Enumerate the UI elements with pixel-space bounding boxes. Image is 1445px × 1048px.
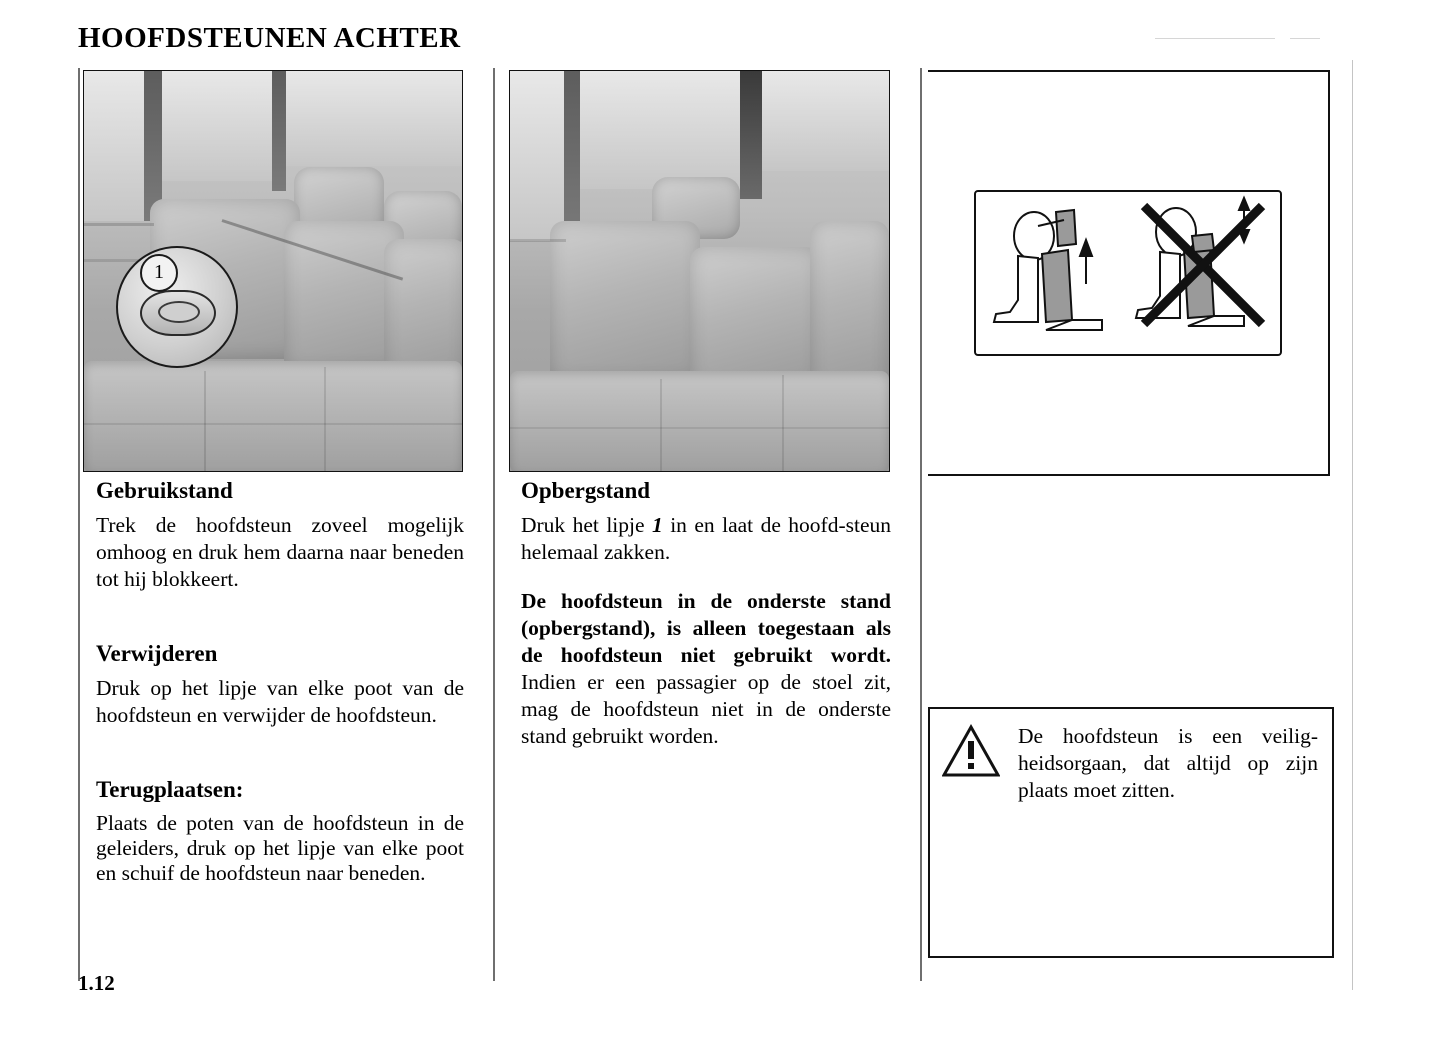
photo-pillar <box>272 71 286 191</box>
seat-back <box>810 221 889 391</box>
headrest-position-svg <box>976 192 1276 350</box>
seam-line <box>660 379 662 472</box>
photo-window <box>286 71 462 166</box>
seam-line <box>510 427 889 429</box>
heading-terugplaatsen: Terugplaatsen: <box>96 777 244 802</box>
text-column-left <box>96 478 464 908</box>
page-number: 1.12 <box>78 971 115 995</box>
paragraph-opbergstand-pre: Druk het lipje <box>521 513 652 537</box>
seam-line <box>782 375 784 472</box>
warning-triangle-icon <box>942 723 1000 779</box>
headrest-release-tab <box>140 290 216 336</box>
rear-seat-headrest-photo <box>83 70 463 472</box>
page-title-text: HOOFDSTEUNEN ACHTER <box>78 22 461 54</box>
page-title <box>78 22 461 55</box>
paragraph-opbergstand <box>521 512 891 566</box>
photo-pillar <box>740 71 762 199</box>
photo-window <box>580 71 740 189</box>
callout-reference-1: 1 <box>652 513 663 537</box>
seat-cushion <box>84 361 462 472</box>
column-rule-right <box>920 68 922 981</box>
column-rule-left <box>78 68 80 981</box>
warning-box <box>928 707 1334 958</box>
callout-number: 1 <box>140 254 178 292</box>
seat-back <box>550 221 700 381</box>
paragraph-verwijderen: Druk op het lipje van elke poot van de hoofdsteun en verwijder de hoofdsteun. <box>96 676 464 727</box>
paragraph-opbergstand-warning-bold: De hoofdsteun in de onderste stand (opbergstand), is alleen toegestaan als de hoofdsteun niet gebruikt wordt. <box>521 589 891 667</box>
heading-verwijderen: Verwijderen <box>96 641 218 666</box>
text-column-middle <box>521 478 891 772</box>
paragraph-gebruikstand: Trek de hoofdsteun zoveel mogelijk omhoog en druk hem daarna naar beneden tot hij blokkeert. <box>96 513 464 591</box>
seam-line <box>84 423 462 425</box>
paragraph-opbergstand-warning <box>521 588 891 750</box>
callout-detail-1 <box>116 246 238 368</box>
photo-window <box>162 71 272 181</box>
door-trim <box>84 223 154 226</box>
headrest-position-diagram <box>974 190 1282 356</box>
door-trim <box>510 239 566 242</box>
rear-seat-headrest-lowered-photo <box>509 70 890 472</box>
photo-window <box>762 71 889 171</box>
seat-back <box>384 239 463 379</box>
photo-window <box>510 71 564 241</box>
page-edge-rule <box>1352 60 1353 990</box>
photo-pillar <box>564 71 580 241</box>
photo-window <box>84 71 144 221</box>
registration-tick <box>1155 38 1275 39</box>
heading-gebruikstand: Gebruikstand <box>96 478 233 503</box>
paragraph-opbergstand-post: in en laat de hoofd-steun helemaal zakken. <box>521 513 892 564</box>
seam-line <box>204 371 206 471</box>
seat-cushion <box>510 371 889 472</box>
registration-tick <box>1290 38 1320 39</box>
paragraph-terugplaatsen: Plaats de poten van de hoofdsteun in de geleiders, druk op het lipje van elke poot en schuif de hoofdsteun naar beneden. <box>96 811 464 885</box>
paragraph-opbergstand-warning-rest: Indien er een passagier op de stoel zit, mag de hoofdsteun niet in de onderste stand gebruikt worden. <box>521 670 891 748</box>
seat-back <box>690 247 820 387</box>
column-rule-middle <box>493 68 495 981</box>
seam-line <box>324 367 326 471</box>
warning-text: De hoofdsteun is een veilig-heidsorgaan, dat altijd op zijn plaats moet zitten. <box>1018 724 1318 802</box>
heading-opbergstand: Opbergstand <box>521 478 651 503</box>
